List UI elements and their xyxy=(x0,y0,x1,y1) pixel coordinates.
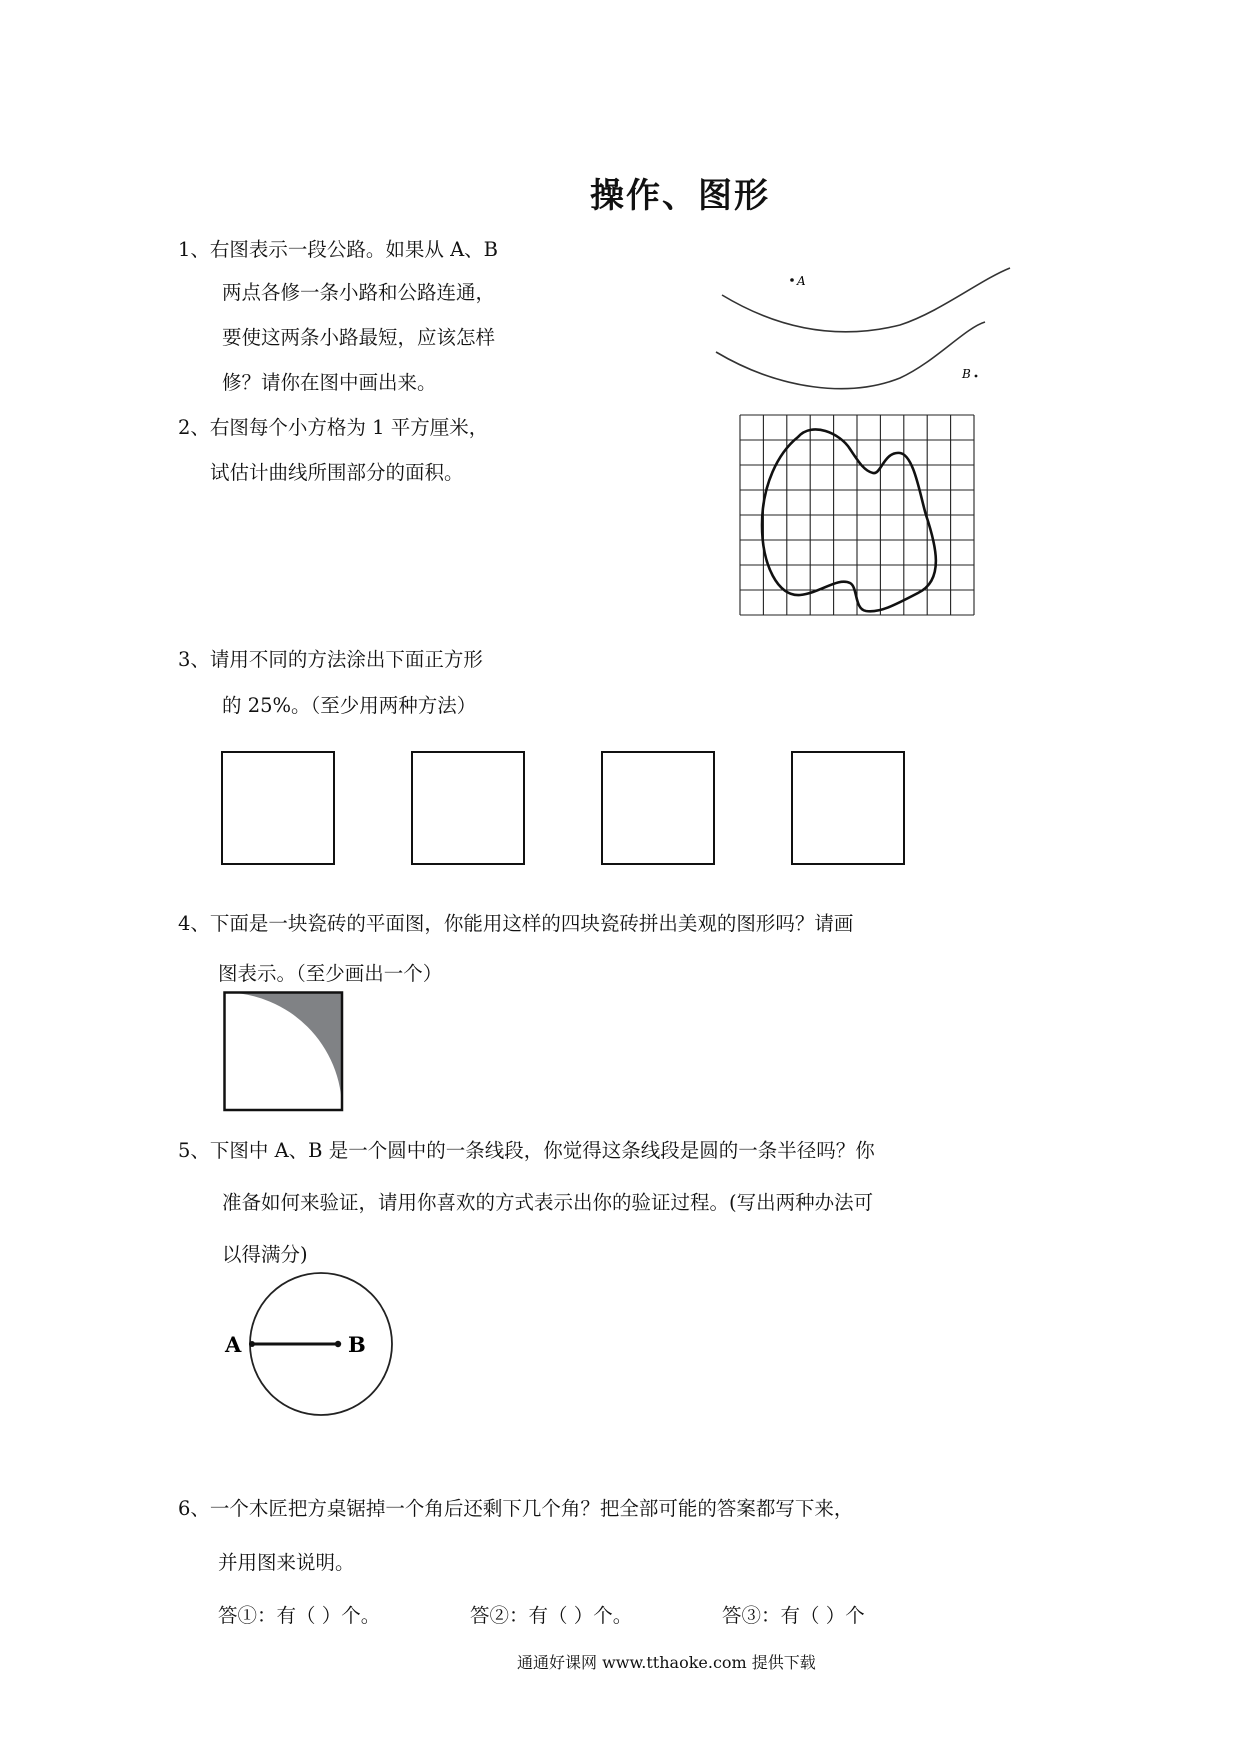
tile-figure xyxy=(223,991,345,1113)
q4-line-1: 4、下面是一块瓷砖的平面图，你能用这样的四块瓷砖拼出美观的图形吗？请画 xyxy=(178,912,854,935)
point-b-label: B xyxy=(962,367,971,381)
point-b-dot xyxy=(335,1341,341,1347)
grid-figure xyxy=(740,415,980,620)
point-a-dot xyxy=(790,278,794,282)
footer-credit: 通通好课网 www.tthaoke.com 提供下载 xyxy=(517,1653,816,1672)
q1-line-2: 两点各修一条小路和公路连通， xyxy=(222,281,496,304)
circle-figure xyxy=(220,1270,400,1420)
point-a-label: A xyxy=(797,274,806,288)
answer-1: 答①：有（ ）个。 xyxy=(218,1604,381,1627)
road-figure xyxy=(700,250,1020,400)
q2-line-2: 试估计曲线所围部分的面积。 xyxy=(210,461,464,484)
answer-2: 答②：有（ ）个。 xyxy=(470,1604,633,1627)
closed-curve xyxy=(762,429,936,611)
label-b: B xyxy=(348,1332,366,1357)
point-b-dot xyxy=(975,375,978,378)
q6-line-1: 6、一个木匠把方桌锯掉一个角后还剩下几个角？把全部可能的答案都写下来， xyxy=(178,1497,854,1520)
q4-line-2: 图表示。（至少画出一个） xyxy=(218,962,443,985)
q3-line-1: 3、请用不同的方法涂出下面正方形 xyxy=(178,648,483,671)
q1-line-4: 修？请你在图中画出来。 xyxy=(222,371,437,394)
square-2 xyxy=(411,751,525,865)
q6-line-2: 并用图来说明。 xyxy=(218,1551,355,1574)
q3-line-2: 的 25%。（至少用两种方法） xyxy=(222,694,477,717)
q5-line-3: 以得满分) xyxy=(222,1243,308,1266)
q1-line-1: 1、右图表示一段公路。如果从 A、B xyxy=(178,238,499,261)
q5-line-1: 5、下图中 A、B 是一个圆中的一条线段，你觉得这条线段是圆的一条半径吗？你 xyxy=(178,1139,875,1162)
tile-shaded-region xyxy=(225,993,343,1111)
square-4 xyxy=(791,751,905,865)
page-title: 操作、图形 xyxy=(590,176,770,216)
q1-line-3: 要使这两条小路最短，应该怎样 xyxy=(222,326,496,349)
square-1 xyxy=(221,751,335,865)
answer-3: 答③：有（ ）个 xyxy=(722,1604,865,1627)
label-a: A xyxy=(225,1332,242,1357)
q5-line-2: 准备如何来验证，请用你喜欢的方式表示出你的验证过程。(写出两种办法可 xyxy=(222,1191,874,1214)
road-upper-edge xyxy=(722,268,1010,332)
point-a-dot xyxy=(249,1341,255,1347)
square-3 xyxy=(601,751,715,865)
q2-line-1: 2、右图每个小方格为 1 平方厘米， xyxy=(178,416,489,439)
